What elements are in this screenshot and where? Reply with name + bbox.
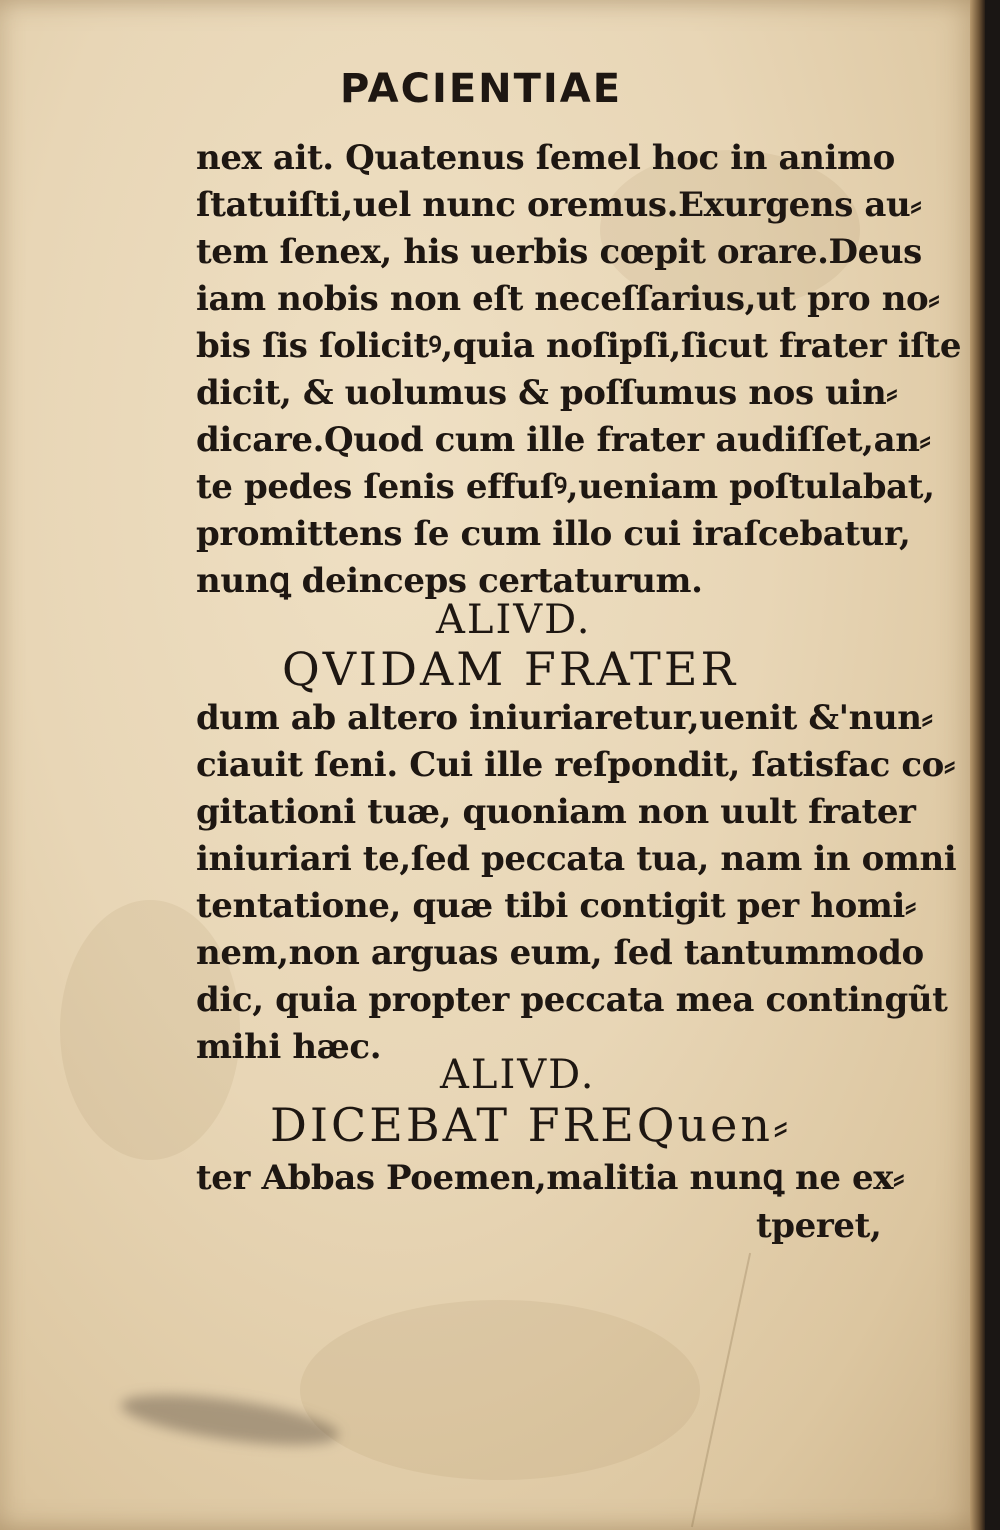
text-line: dicit, & uolumus & poſſumus nos uin⸗ [196, 373, 898, 413]
text-line: ſtatuiſti,uel nunc oremus.Exurgens au⸗ [196, 185, 922, 225]
section-heading: ALIVD. [436, 597, 592, 643]
text-line: promittens ſe cum illo cui iraſcebatur, [196, 514, 911, 554]
section-opening-caps: QVIDAM FRATER [282, 642, 739, 696]
text-line: gitationi tuæ, quoniam non uult frater [196, 792, 916, 832]
page-edge [970, 0, 985, 1530]
text-line: nex ait. Quatenus ſemel hoc in animo [196, 138, 895, 178]
running-head: PACIENTIAE [340, 66, 623, 112]
text-line: nem,non arguas eum, ſed tantummodo [196, 933, 924, 973]
text-line: bis ſis ſolicitꝰ,quia noſipſi,ſicut frater iſte [196, 326, 962, 366]
catchword: tperet, [756, 1206, 882, 1246]
text-line: tentatione, quæ tibi contigit per homi⸗ [196, 886, 916, 926]
text-line: dum ab altero iniuriaretur,uenit &'nun⸗ [196, 698, 933, 738]
text-line: tem ſenex, his uerbis cœpit orare.Deus [196, 232, 922, 272]
text-line: mihi hæc. [196, 1027, 382, 1067]
text-line: iam nobis non eſt neceſſarius,ut pro no⸗ [196, 279, 940, 319]
text-line: iniuriari te,ſed peccata tua, nam in omni [196, 839, 957, 879]
text-line: dicare.Quod cum ille frater audiſſet,an⸗ [196, 420, 931, 460]
text-line: nunꝗ deinceps certaturum. [196, 561, 703, 601]
text-line: dic, quia propter peccata mea contingũt [196, 980, 948, 1020]
text-line: te pedes ſenis effuſꝰ,ueniam poſtulabat, [196, 467, 935, 507]
text-line: ciauit ſeni. Cui ille reſpondit, ſatisfac co⸗ [196, 745, 955, 785]
section-opening-caps: DICEBAT FREQuen⸗ [270, 1098, 792, 1152]
section-heading: ALIVD. [440, 1052, 596, 1098]
text-line: ter Abbas Poemen,malitia nunꝗ ne ex⸗ [196, 1158, 905, 1198]
